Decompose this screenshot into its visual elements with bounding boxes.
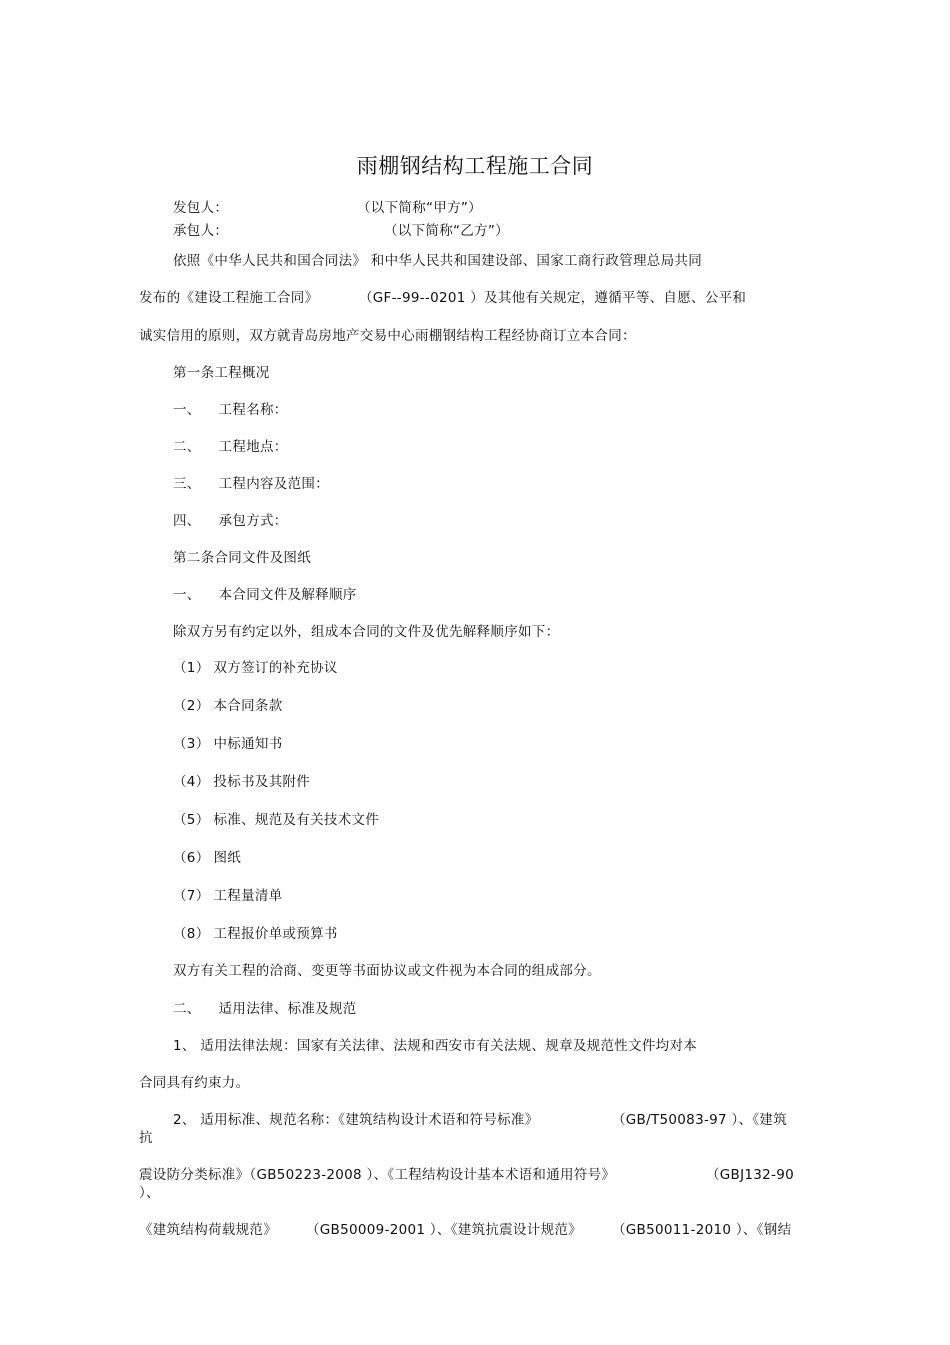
item-number: （6） [173,850,210,866]
employer-label: 发包人： [173,200,229,216]
item-number: 二、 [173,1001,201,1017]
item-text: 标准、规范及有关技术文件 [213,812,380,828]
doc-list-item [173,850,241,866]
contractor-label: 承包人： [173,223,229,239]
doc-list-item [173,812,379,828]
law-2-line-b2: （GBJ132-90 [706,1167,795,1183]
document-title: 雨棚钢结构工程施工合同 [356,154,594,178]
item-text: 工程地点： [218,439,288,455]
article-1-heading: 第一条工程概况 [173,365,270,381]
article-2-heading: 第二条合同文件及图纸 [173,550,311,566]
item-number: （1） [173,660,210,676]
law-2-line-a2: （GB/T50083-97 ）、《建筑 [612,1112,788,1128]
law-2-line-a3: 抗 [139,1130,153,1146]
item-number: （2） [173,698,210,714]
contractor-note: （以下简称“乙方”） [384,223,509,239]
item-text: 投标书及其附件 [213,774,311,790]
item-number: 三、 [173,476,201,492]
law-1-line-b: 合同具有约束力。 [139,1075,250,1091]
intro-line-3: 诚实信用的原则，双方就青岛房地产交易中心雨棚钢结构工程经协商订立本合同： [139,328,636,344]
law-2-line-b1: 震设防分类标准》（GB50223-2008 ）、《工程结构设计基本术语和通用符号》 [139,1167,616,1183]
law-2-line-c1: 《建筑结构荷载规范》 [139,1222,277,1238]
intro-line-2a: 发布的《建设工程施工合同》 [139,290,319,306]
item-number: 一、 [173,587,201,603]
article-1-item [173,402,288,418]
item-text: 工程报价单或预算书 [213,926,338,942]
law-2-line-c3: （GB50011-2010 ）、《钢结 [612,1222,792,1238]
doc-list-item [173,736,283,752]
article-2-sub-1 [173,587,357,603]
doc-list-item [173,888,283,904]
intro-line-1: 依照《中华人民共和国合同法》 和中华人民共和国建设部、国家工商行政管理总局共同 [173,253,702,269]
item-text: 图纸 [213,850,242,866]
doc-list-item [173,774,310,790]
order-intro: 除双方另有约定以外，组成本合同的文件及优先解释顺序如下： [173,624,560,640]
law-2-line-a1: 2、 适用标准、规范名称：《建筑结构设计术语和符号标准》 [173,1112,539,1128]
article-2-sub-2 [173,1001,357,1017]
doc-list-item [173,698,283,714]
law-2-line-c2: （GB50009-2001 ）、《建筑抗震设计规范》 [306,1222,582,1238]
item-text: 工程量清单 [213,888,283,904]
item-text: 适用法律、标准及规范 [218,1001,357,1017]
item-number: （7） [173,888,210,904]
article-1-item [173,513,288,529]
item-text: 工程内容及范围： [218,476,330,492]
item-number: （8） [173,926,210,942]
item-text: 本合同文件及解释顺序 [218,587,357,603]
item-number: （5） [173,812,210,828]
item-text: 本合同条款 [213,698,283,714]
doc-list-item [173,926,338,942]
item-number: 一、 [173,402,201,418]
item-number: 四、 [173,513,201,529]
item-number: （3） [173,736,210,752]
article-1-item [173,476,329,492]
law-1-line-a: 1、 适用法律法规：国家有关法律、法规和西安市有关法规、规章及规范性文件均对本 [173,1038,698,1054]
item-text: 中标通知书 [213,736,283,752]
article-1-item [173,439,288,455]
doc-list-item [173,660,338,676]
employer-note: （以下简称“甲方”） [357,200,482,216]
intro-line-2b: （GF--99--0201 ）及其他有关规定，遵循平等、自愿、公平和 [359,290,747,306]
item-text: 工程名称： [218,402,288,418]
item-number: （4） [173,774,210,790]
item-text: 承包方式： [218,513,288,529]
docs-note: 双方有关工程的洽商、变更等书面协议或文件视为本合同的组成部分。 [173,963,601,979]
law-2-line-b3: ）、 [139,1185,160,1201]
item-text: 双方签订的补充协议 [213,660,338,676]
item-number: 二、 [173,439,201,455]
